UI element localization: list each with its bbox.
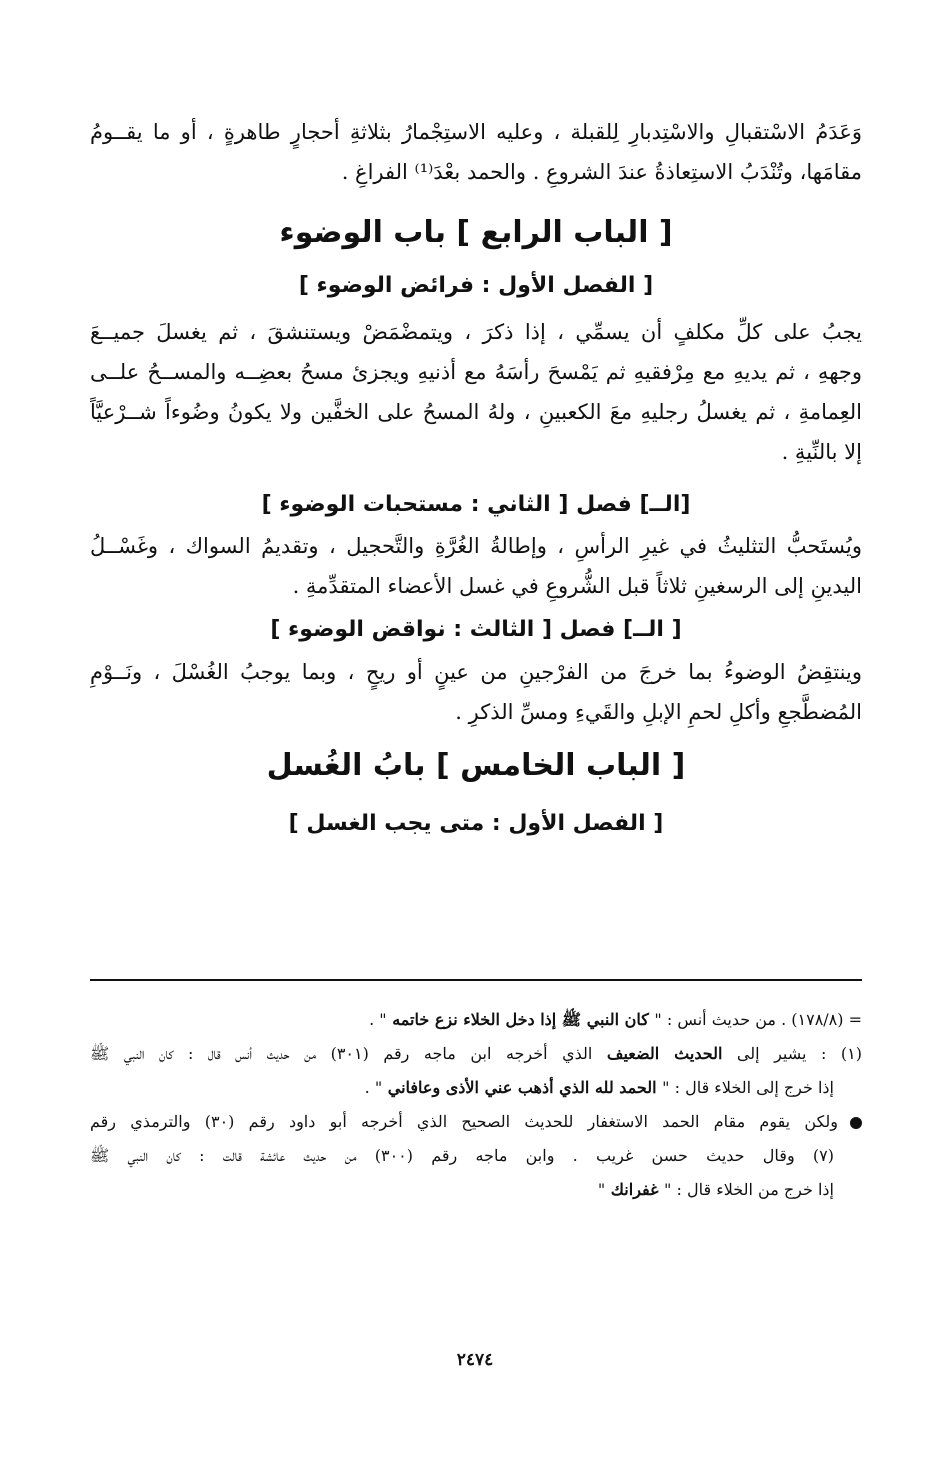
section-title: [ الــ] فصل [ الثالث : نواقض الوضوء ] [270, 617, 682, 642]
section-paragraph [90, 526, 862, 606]
footnote-hadith: الحمد لله الذي أذهب عني الأذى وعافاني [382, 1078, 663, 1097]
bullet-icon [850, 1117, 862, 1129]
text-line: وَعَدَمُ الاسْتقبالِ والاسْتِدبارِ لِلقبلة ، وعليه الاستِجْمارُ بثلاثةِ أحجارٍ طاهرةٍ ، أو ما يقــومُ [90, 120, 862, 144]
text-line: ويُستَحبُّ التثليثُ في غيرِ الرأسِ ، وإطالةُ الغُرَّةِ والتَّحجيل ، وتقديمُ السواك ، وغَسْــلُ [90, 534, 862, 558]
intro-paragraph [90, 112, 862, 192]
page-number: ٢٤٧٤ [456, 1350, 494, 1370]
text-line: وينتقِضُ الوضوءُ بما خرجَ من الفرْجينِ من عينٍ أو ريحٍ ، وبما يوجبُ الغُسْلَ ، ونَــوْمِ [90, 660, 862, 684]
text-line: يجبُ على كلِّ مكلفٍ أن يسمِّي ، إذا ذكرَ ، ويتمضْمَضْ ويستنشقَ ، ثم يغسلَ جميــعَ [90, 320, 862, 344]
chapter-title: [ الباب الرابع ] باب الوضوء [279, 215, 673, 250]
footnotes [90, 1003, 862, 1207]
footnote-text: (٧) وقال حديث حسن غريب . وابن ماجه رقم (٣٠٠) من حديث عائشة قالت : كان النبي ﷺ [90, 1146, 834, 1165]
footnote-continuation [90, 1003, 862, 1037]
footnote-bullet [90, 1105, 862, 1139]
section-paragraph [90, 312, 862, 472]
section-title: [ الفصل الأول : فرائض الوضوء ] [298, 273, 654, 298]
footnote-1-cont [90, 1071, 862, 1105]
text-line: إلا بالنِّيةِ . [781, 440, 862, 464]
footnote-text: = (١٧٨/٨) . من حديث أنس : " [654, 1010, 862, 1029]
chapter-title: [ الباب الخامس ] بابُ الغُسل [266, 748, 686, 783]
footnote-text: إذا خرج إلى الخلاء قال : " [662, 1078, 834, 1097]
text-line: مقامَها، وتُنْدَبُ الاستِعاذةُ عندَ الشروعِ . والحمد بعْدَ⁽¹⁾ الفراغِ . [341, 160, 862, 184]
section-title: [الــ] فصل [ الثاني : مستحبات الوضوء ] [261, 492, 691, 517]
footnote-text: الذي أخرجه ابن ماجه رقم (٣٠١) من حديث أنس قال : كان النبي ﷺ [90, 1044, 607, 1063]
footnote-separator [90, 979, 862, 981]
text-line: اليدينِ إلى الرسغينِ ثلاثاً قبل الشُّروعِ في غسل الأعضاء المتقدِّمةِ . [292, 574, 862, 598]
footnote-text: " . [364, 1078, 383, 1097]
section-paragraph [90, 652, 862, 732]
footnote-text: " . [369, 1010, 387, 1029]
section-title: [ الفصل الأول : متى يجب الغسل ] [288, 811, 664, 836]
footnote-text: (١) : يشير إلى [722, 1044, 862, 1063]
footnote-hadith: غفرانك [605, 1180, 665, 1199]
text-line: وجههِ ، ثم يديهِ مع مِرْفقيهِ ثم يَمْسحَ رأسَهُ مع أذنيهِ ويجزئ مسحُ بعضِــه والمســحُ علــى [90, 360, 862, 384]
footnote-bullet-cont [90, 1139, 862, 1173]
footnote-hadith: كان النبي ﷺ إذا دخل الخلاء نزع خاتمه [386, 1010, 655, 1029]
footnote-text: إذا خرج من الخلاء قال : " [664, 1180, 834, 1199]
text-line: العِمامةِ ، ثم يغسلُ رجليهِ معَ الكعبينِ ، ولهُ المسحُ على الخفَّين ولا يكونُ وضُوءاً شــرْعيَّاً [90, 400, 862, 424]
footnote-bullet-cont [90, 1173, 862, 1207]
footnote-text: " [597, 1180, 606, 1199]
footnote-1 [90, 1037, 862, 1071]
text-line: المُضطَّجعِ وأكلِ لحمِ الإبلِ والقَيءِ ومسِّ الذكرِ . [455, 700, 862, 724]
footnote-emphasis: الحديث الضعيف [606, 1044, 723, 1063]
footnote-text: ولكن يقوم مقام الحمد الاستغفار للحديث الصحيح الذي أخرجه أبو داود رقم (٣٠) والترمذي رقم [90, 1112, 839, 1131]
main-text [90, 108, 862, 846]
